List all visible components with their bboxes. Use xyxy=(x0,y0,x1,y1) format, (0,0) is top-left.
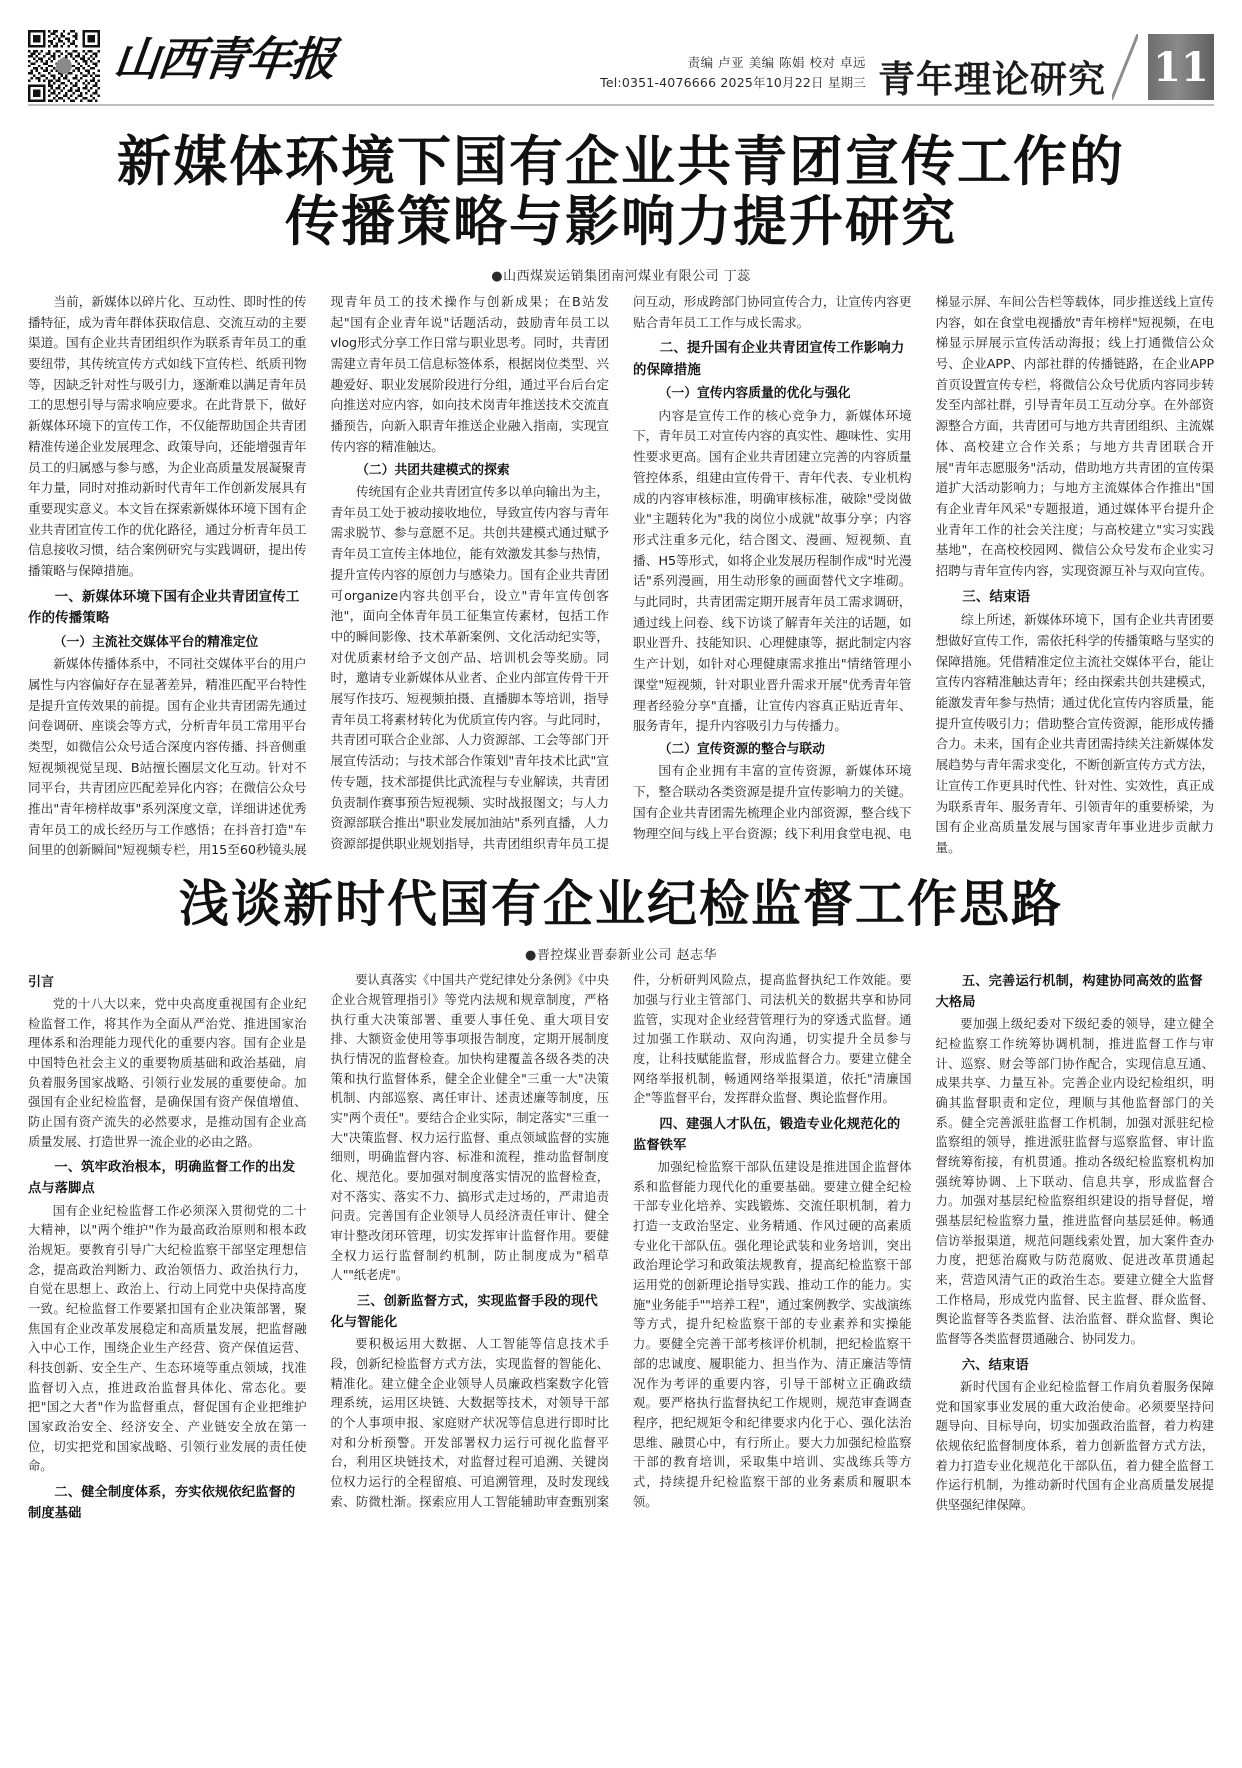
article-1-paragraph: 综上所述，新媒体环境下，国有企业共青团要想做好宣传工作，需依托科学的传播策略与坚实的保障措施。凭借精准定位主流社交媒体平台，能让宣传内容精准触达青年；经由探索共创共建模式，能激发青年参与热情；通过优化宣传内容质量，能提升宣传吸引力；借助整合宣传资源，能形成传播合力。未来，国有企业共青团需持续关注新媒体发展趋势与青年需求变化，不断创新宣传方式方法，让宣传工作更具时代性、针对性、实效性，真正成为联系青年、服务青年、引领青年的重要桥梁，为国有企业高质量发展与国家青年事业进步贡献力量。 xyxy=(935,612,1214,855)
article-2-columns xyxy=(28,971,1214,1524)
article-2-paragraph: 新时代国有企业纪检监督工作肩负着服务保障党和国家事业发展的重大政治使命。必须要坚持问题导向、目标导向，切实加强政治监督，着力构建依规依纪监督制度体系，着力创新监督方式方法，着力打造专业化规范化干部队伍，着力健全监督工作运行机制，为推动新时代国有企业高质量发展提供坚强纪律保障。 xyxy=(935,1379,1214,1512)
article-2 xyxy=(0,877,1242,1524)
masthead-rule xyxy=(28,104,1214,106)
article-1-title-line-1: 新媒体环境下国有企业共青团宣传工作的 xyxy=(117,130,1125,193)
article-2-paragraph: 党的十八大以来，党中央高度重视国有企业纪检监督工作，将其作为全面从严治党、推进国家治理体系和治理能力现代化的重要内容。国有企业是中国特色社会主义的重要物质基础和政治基础，肩负着服务国家战略、引领行业发展的重要使命。加强国有企业纪检监督，是确保国有资产保值增值、防止国有资产流失的必然要求，是推动国有企业高质量发展、打造世界一流企业的必由之路。 xyxy=(28,996,307,1149)
article-2-byline: ●晋控煤业晋泰新业公司 赵志华 xyxy=(525,948,717,964)
qr-code-icon xyxy=(28,30,100,102)
article-1-heading: 二、提升国有企业共青团宣传工作影响力的保障措施 xyxy=(633,341,905,378)
credits-contact-date: Tel:0351-4076666 2025年10月22日 星期三 xyxy=(600,75,866,91)
section-name: 青年理论研究 xyxy=(878,57,1106,101)
masthead-right xyxy=(600,28,1214,100)
article-1-byline: ●山西煤炭运销集团南河煤业有限公司 丁蕊 xyxy=(491,268,751,284)
article-1-paragraph: 新媒体传播体系中，不同社交媒体平台的用户属性与内容偏好存在显著差异，精准匹配平台特性是提升宣传效果的前提。国有企业共青团需先通过问卷调研、座谈会等方式，分析青年员工常用平台类型，如微信公众号适合深度内容传播、抖音侧重短视频视觉呈现、B站擅长圈层文化互动。针对不同平台，共青团应匹配差异化内容；在微信公众号推出"青年榜样故事"系列深度文章，详细讲述优秀青年员工的成长经历与工作感悟；在抖音打造"车间里的创新瞬间"短视频专栏，用15至60秒镜头展现青年员工的技术操作与创新成果；在B站发起"国有企业青年说"话题活动，鼓励青年员工以vlog形式分享工作日常与职业思考。同时，共青团需建立青年员工信息标签体系，根据岗位类型、兴趣爱好、职业发展阶段进行分组，通过平台后台定向推送对应内容，如向技术岗青年推送技术交流直播预告，向新入职青年推送企业融入指南，实现宣传内容的精准触达。 xyxy=(28,293,609,858)
article-2-heading: 六、结束语 xyxy=(961,1357,1029,1373)
article-2-heading: 二、健全制度体系，夯实依规依纪监督的制度基础 xyxy=(28,1484,296,1522)
article-2-title: 浅谈新时代国有企业纪检监督工作思路 xyxy=(179,875,1063,934)
credits-editors: 责编 卢亚 美编 陈娟 校对 卓远 xyxy=(687,54,866,70)
article-1-title xyxy=(28,132,1214,253)
article-1-paragraph: 传统国有企业共青团宣传多以单向输出为主，青年员工处于被动接收地位，导致宣传内容与青年需求脱节、参与意愿不足。共创共建模式通过赋予青年员工宣传主体地位，能有效激发其参与热情，提升宣传内容的原创力与感染力。国有企业共青团可organize内容共创平台，设立"青年宣传创客池"，面向全体青年员工征集宣传素材，包括工作中的瞬间影像、技术革新案例、文化活动纪实等，对优质素材给予文创产品、培训机会等奖励。同时，邀请专业新媒体从业者、企业内部宣传骨干开展写作技巧、短视频拍摄、直播脚本等培训，指导青年员工将素材转化为优质宣传内容。与此同时，共青团可联合企业部、人力资源部、工会等部门开展宣传活动；与技术部合作策划"青年技术比武"宣传专题，技术部提供比武流程与专业解读，共青团负责制作赛事预告短视频、实时战报图文；与人力资源部联合推出"职业发展加油站"系列直播，人力资源部提供职业规划指导，共青团组织青年员工提问互动，形成跨部门协同宣传合力，让宣传内容更贴合青年员工工作与成长需求。 xyxy=(330,293,912,851)
masthead xyxy=(0,0,1242,110)
article-1-heading: （二）宣传资源的整合与联动 xyxy=(658,741,825,757)
masthead-credits xyxy=(600,53,866,100)
article-2-heading: 四、建强人才队伍，锻造专业化规范化的监督铁军 xyxy=(633,1116,901,1153)
article-2-heading: 一、筑牢政治根本，明确监督工作的出发点与落脚点 xyxy=(28,1160,296,1197)
article-2-paragraph: 要积极运用大数据、人工智能等信息技术手段，创新纪检监督方式方法，实现监督的智能化、精准化。建立健全企业领导人员廉政档案数字化管理系统，运用区块链、大数据等技术，对领导干部的个人事项申报、家庭财产状况等信息进行即时比对和分析预警。开发部署权力运行可视化监督平台，利用区块链技术，对监督过程可追溯、关键岗位权力运行的全程留痕、可追溯管理，及时发现线索、防微杜渐。探索应用人工智能辅助审查甄别案件，分析研判风险点，提高监督执纪工作效能。要加强与行业主管部门、司法机关的数据共享和协同监管，实现对企业经营管理行为的穿透式监督。通过加强工作联动、双向沟通，切实提升全员参与度，让科技赋能监督，形成监督合力。要建立健全网络举报机制，畅通网络举报渠道，依托"清廉国企"等监督平台，发挥群众监督、舆论监督作用。 xyxy=(330,973,912,1509)
article-2-paragraph: 国有企业纪检监督工作必须深入贯彻党的二十大精神，以"两个维护"作为最高政治原则和根本政治规矩。要教育引导广大纪检监察干部坚定理想信念，提高政治判断力、政治领悟力、政治执行力，自觉在思想上、政治上、行动上同党中央保持高度一致。纪检监督工作要紧扣国有企业决策部署，聚焦国有企业改革发展稳定和高质量发展，把监督融入中心工作，围绕企业生产经营、资产保值运营、科技创新、安全生产、生态环境等重点领域，找准监督切入点，推进政治监督具体化、常态化。要把"国之大者"作为监督重点，督促国有企业把维护国家政治安全、经济安全、产业链安全放在第一位，切实把党和国家战略、引领行业发展的责任使命。 xyxy=(28,1203,307,1474)
article-spacer xyxy=(0,861,1242,871)
page-number-badge: 11 xyxy=(1148,34,1214,100)
article-1-paragraph: 国有企业拥有丰富的宣传资源，新媒体环境下，整合联动各类资源是提升宣传影响力的关键。国有企业共青团需先梳理企业内部资源，整合线下物理空间与线上平台资源；线下利用食堂电视、电梯显示屏、车间公告栏等载体，同步推送线上宣传内容，如在食堂电视播放"青年榜样"短视频，在电梯显示屏展示宣传活动海报；线上打通微信公众号、企业APP、内部社群的传播链路，在企业APP首页设置宣传专栏，将微信公众号优质内容同步转发至内部社群，引导青年员工互动分享。在外部资源整合方面，共青团可与地方共青团组织、主流媒体、高校建立合作关系；与地方共青团联合开展"青年志愿服务"活动，借助地方共青团的宣传渠道扩大活动影响力；与地方主流媒体合作推出"国有企业青年风采"专题报道，通过媒体平台提升企业青年工作的社会关注度；与高校建立"实习实践基地"，在高校校园网、微信公众号发布企业实习招聘与青年宣传内容，实现资源互补与双向宣传。 xyxy=(633,293,1214,841)
article-1-title-line-2: 传播策略与影响力提升研究 xyxy=(285,190,957,254)
article-1-paragraph: 内容是宣传工作的核心竞争力，新媒体环境下，青年员工对宣传内容的真实性、趣味性、实用性要求更高。国有企业共青团建立完善的内容质量管控体系，组建由宣传骨干、青年代表、专业机构成的内容审核标准，明确审核标准，破除"受岗做业"主题转化为"我的岗位小成就"故事分享；内容形式注重多元化，结合图文、漫画、短视频、直播、H5等形式，如将企业发展历程制作成"时光漫话"系列漫画，用生动形象的画面替代文字堆砌。与此同时，共青团需定期开展青年员工需求调研，通过线上问卷、线下访谈了解青年关注的话题，如职业晋升、技能知识、心理健康等，据此制定内容生产计划，如针对心理健康需求推出"情绪管理小课堂"短视频，针对职业晋升需求开展"优秀青年管理者经验分享"直播，让宣传内容真正贴近青年、服务青年，提升内容吸引力与传播力。 xyxy=(633,407,912,734)
paper-logo: 山西青年报 xyxy=(111,32,337,86)
article-1-heading: （一）主流社交媒体平台的精准定位 xyxy=(53,634,259,650)
article-2-heading: 三、创新监督方式，实现监督手段的现代化与智能化 xyxy=(330,1293,598,1331)
article-1-heading: 一、新媒体环境下国有企业共青团宣传工作的传播策略 xyxy=(28,589,300,627)
slash-divider xyxy=(1112,34,1138,100)
article-1-heading: （二）共团共建模式的探索 xyxy=(356,462,510,478)
article-1-heading: （一）宣传内容质量的优化与强化 xyxy=(658,386,851,402)
article-1-heading: 三、结束语 xyxy=(962,589,1031,605)
article-2-heading: 引言 xyxy=(28,975,55,991)
article-2-heading: 五、完善运行机制，构建协同高效的监督大格局 xyxy=(935,974,1203,1011)
article-1 xyxy=(0,132,1242,861)
article-2-paragraph: 要加强上级纪委对下级纪委的领导，建立健全纪检监察工作统筹协调机制，推进监督工作与审计、巡察、财会等部门协作配合，实现信息互通、成果共享、力量互补。完善企业内设纪检组织，明确其监督职责和定位，理顺与其他监督部门的关系。健全完善派驻监督工作机制，加强对派驻纪检监察组的领导，推进派驻监督与巡察监督、审计监督统筹衔接，有机贯通。推动各级纪检监察机构加强统筹协调、上下联动、信息共享，形成监督合力。加强对基层纪检监察组织建设的指导督促，增强基层纪检监察力量，推进监督向基层延伸。畅通信访举报渠道，规范问题线索处置，加大案件查办力度，把惩治腐败与防范腐败、促进改革贯通起来，营造风清气正的政治生态。要建立健全大监督工作格局，形成党内监督、民主监督、群众监督、舆论监督等各类监督、法治监督、群众监督、舆论监督等各类监督贯通融合、协同发力。 xyxy=(935,1017,1214,1347)
article-2-paragraph: 要认真落实《中国共产党纪律处分条例》《中央企业合规管理指引》等党内法规和规章制度，严格执行重大决策部署、重要人事任免、重大项目安排、大额资金使用等事项报告制度，定期开展制度执行情况的监督检查。加快构建覆盖各级各类的决策和执行监督体系，健全企业健全"三重一大"决策机制、内部巡察、离任审计、述责述廉等制度，压实"两个责任"。要结合企业实际，制定落实"三重一大"决策监督、权力运行监督、重点领域监督的实施细则，明确监督内容、标准和流程，推动监督制度化、规范化。要加强对制度落实情况的监督检查，对不落实、落实不力、搞形式走过场的，严肃追责问责。完善国有企业领导人员经济责任审计、健全审计整改闭环管理，切实发挥审计监督作用。要健全权力运行监督制约机制，防止制度成为"稻草人""纸老虎"。 xyxy=(330,973,609,1283)
article-2-paragraph: 加强纪检监察干部队伍建设是推进国企监督体系和监督能力现代化的重要基础。要建立健全纪检干部专业化培养、实践锻炼、交流任职机制，着力打造一支政治坚定、业务精通、作风过硬的高素质专业化干部队伍。强化理论武装和业务培训，突出政治理论学习和政策法规教育，提高纪检监察干部运用党的创新理论指导实践、推动工作的能力。实施"业务能手""培养工程"，通过案例教学、实战演练等方式，提升纪检监察干部的专业素养和实操能力。要健全完善干部考核评价机制，把纪检监察干部的忠诚度、履职能力、担当作为、清正廉洁等情况作为考评的重要内容，引导干部树立正确政绩观。要严格执行监督执纪工作规则，规范审查调查程序，把纪规矩令和纪律要求内化于心、强化法治思维、融贯心中，有行所止。要大力加强纪检监察干部的教育培训，采取集中培训、实战练兵等方式，持续提升纪检监察干部的业务素质和履职本领。 xyxy=(633,1160,912,1509)
article-1-columns xyxy=(28,292,1214,861)
article-1-paragraph: 当前，新媒体以碎片化、互动性、即时性的传播特征，成为青年群体获取信息、交流互动的主要渠道。国有企业共青团组织作为联系青年员工的重要纽带，其传统宣传方式如线下宣传栏、纸质刊物等，因缺乏针对性与吸引力，逐渐难以满足青年员工的思想引导与需求响应要求。在此背景下，做好新媒体环境下的宣传工作，不仅能帮助国企共青团精准传递企业发展理念、政策导向，还能增强青年员工的归属感与参与感，为企业高质量发展凝聚青年力量，同时对推动新时代青年工作创新发展具有重要现实意义。本文旨在探索新媒体环境下国有企业共青团宣传工作的优化路径，通过分析青年员工信息接收习惯，结合案例研究与实践调研，提出传播策略与保障措施。 xyxy=(28,293,307,579)
